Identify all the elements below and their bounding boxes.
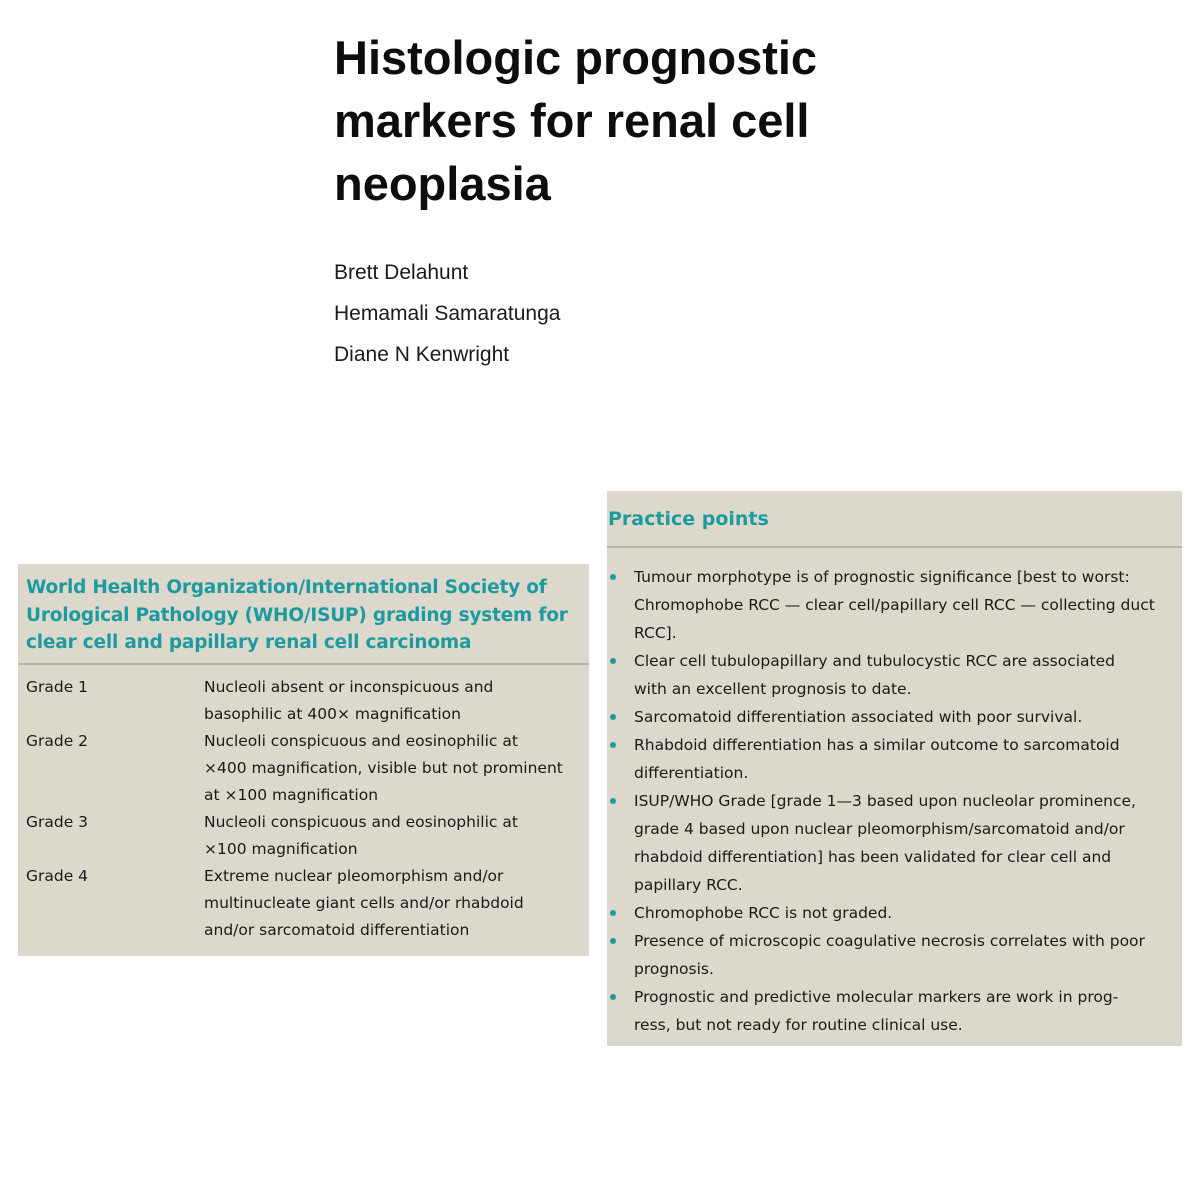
grade-label: Grade 3 xyxy=(26,813,89,831)
practice-points-box xyxy=(607,491,1182,1046)
practice-point-line: Presence of microscopic coagulative necrosis correlates with poor xyxy=(634,932,1145,950)
practice-point-line: Tumour morphotype is of prognostic significance [best to worst: xyxy=(634,568,1130,586)
grade-description-line: Nucleoli conspicuous and eosinophilic at xyxy=(204,813,518,831)
author-list xyxy=(334,252,834,375)
author-name: Diane N Kenwright xyxy=(334,343,510,366)
bullet-icon xyxy=(610,994,616,1000)
bullet-icon xyxy=(610,714,616,720)
grading-box-title xyxy=(26,574,576,657)
practice-point-line: RCC]. xyxy=(634,624,677,642)
grading-title-line: Urological Pathology (WHO/ISUP) grading system for xyxy=(26,604,568,626)
practice-point-line: ress, but not ready for routine clinical use. xyxy=(634,1016,963,1034)
practice-point xyxy=(607,703,1174,731)
practice-point xyxy=(607,731,1174,787)
grade-description xyxy=(204,809,584,863)
practice-point-line: papillary RCC. xyxy=(634,876,743,894)
grade-label: Grade 2 xyxy=(26,732,89,750)
practice-point-line: grade 4 based upon nuclear pleomorphism/sarcomatoid and/or xyxy=(634,820,1125,838)
bullet-icon xyxy=(610,910,616,916)
bullet-icon xyxy=(610,658,616,664)
grade-description-line: ×400 magnification, visible but not prominent xyxy=(204,759,563,777)
grade-label: Grade 4 xyxy=(26,867,89,885)
divider xyxy=(607,546,1182,548)
practice-point-line: Chromophobe RCC is not graded. xyxy=(634,904,893,922)
grade-description-line: multinucleate giant cells and/or rhabdoid xyxy=(204,894,524,912)
bullet-icon xyxy=(610,574,616,580)
grading-title-line: World Health Organization/International Society of xyxy=(26,577,547,598)
grade-label: Grade 1 xyxy=(26,678,89,696)
practice-point-line: prognosis. xyxy=(634,960,714,978)
grade-description-line: Nucleoli conspicuous and eosinophilic at xyxy=(204,732,518,750)
practice-points-list xyxy=(607,563,1182,1039)
practice-point-line: differentiation. xyxy=(634,764,749,782)
practice-point-line: Prognostic and predictive molecular markers are work in prog- xyxy=(634,988,1119,1006)
grading-system-box xyxy=(18,564,589,956)
practice-point xyxy=(607,983,1174,1039)
author-name: Brett Delahunt xyxy=(334,261,469,284)
article-title-line: Histologic prognostic xyxy=(334,31,818,84)
divider xyxy=(18,663,589,665)
grade-description xyxy=(204,728,584,809)
grade-description-line: Nucleoli absent or inconspicuous and xyxy=(204,678,494,696)
grade-description-line: basophilic at 400× magnification xyxy=(204,705,461,723)
article-title-line: neoplasia xyxy=(334,157,551,210)
grade-description-line: ×100 magnification xyxy=(204,840,358,858)
author-name: Hemamali Samaratunga xyxy=(334,302,561,325)
practice-point-line: Rhabdoid differentiation has a similar outcome to sarcomatoid xyxy=(634,736,1120,754)
grade-description xyxy=(204,674,584,728)
bullet-icon xyxy=(610,938,616,944)
practice-point xyxy=(607,927,1174,983)
practice-point-line: ISUP/WHO Grade [grade 1—3 based upon nucleolar prominence, xyxy=(634,792,1136,810)
practice-point-line: Clear cell tubulopapillary and tubulocystic RCC are associated xyxy=(634,652,1115,670)
practice-points-title: Practice points xyxy=(608,508,769,530)
bullet-icon xyxy=(610,798,616,804)
bullet-icon xyxy=(610,742,616,748)
practice-point-line: Sarcomatoid differentiation associated with poor survival. xyxy=(634,708,1083,726)
practice-point xyxy=(607,787,1174,899)
grade-description-line: at ×100 magnification xyxy=(204,786,379,804)
practice-point-line: Chromophobe RCC — clear cell/papillary cell RCC — collecting duct xyxy=(634,596,1155,614)
grade-description-line: and/or sarcomatoid differentiation xyxy=(204,921,470,939)
practice-point xyxy=(607,899,1174,927)
practice-point xyxy=(607,563,1174,647)
practice-point-line: with an excellent prognosis to date. xyxy=(634,680,912,698)
article-title xyxy=(334,26,974,215)
grading-title-line: clear cell and papillary renal cell carcinoma xyxy=(26,632,472,653)
grade-description-line: Extreme nuclear pleomorphism and/or xyxy=(204,867,504,885)
article-title-line: markers for renal cell xyxy=(334,94,810,147)
grade-description xyxy=(204,863,584,944)
practice-point xyxy=(607,647,1174,703)
practice-point-line: rhabdoid differentiation] has been validated for clear cell and xyxy=(634,848,1112,866)
